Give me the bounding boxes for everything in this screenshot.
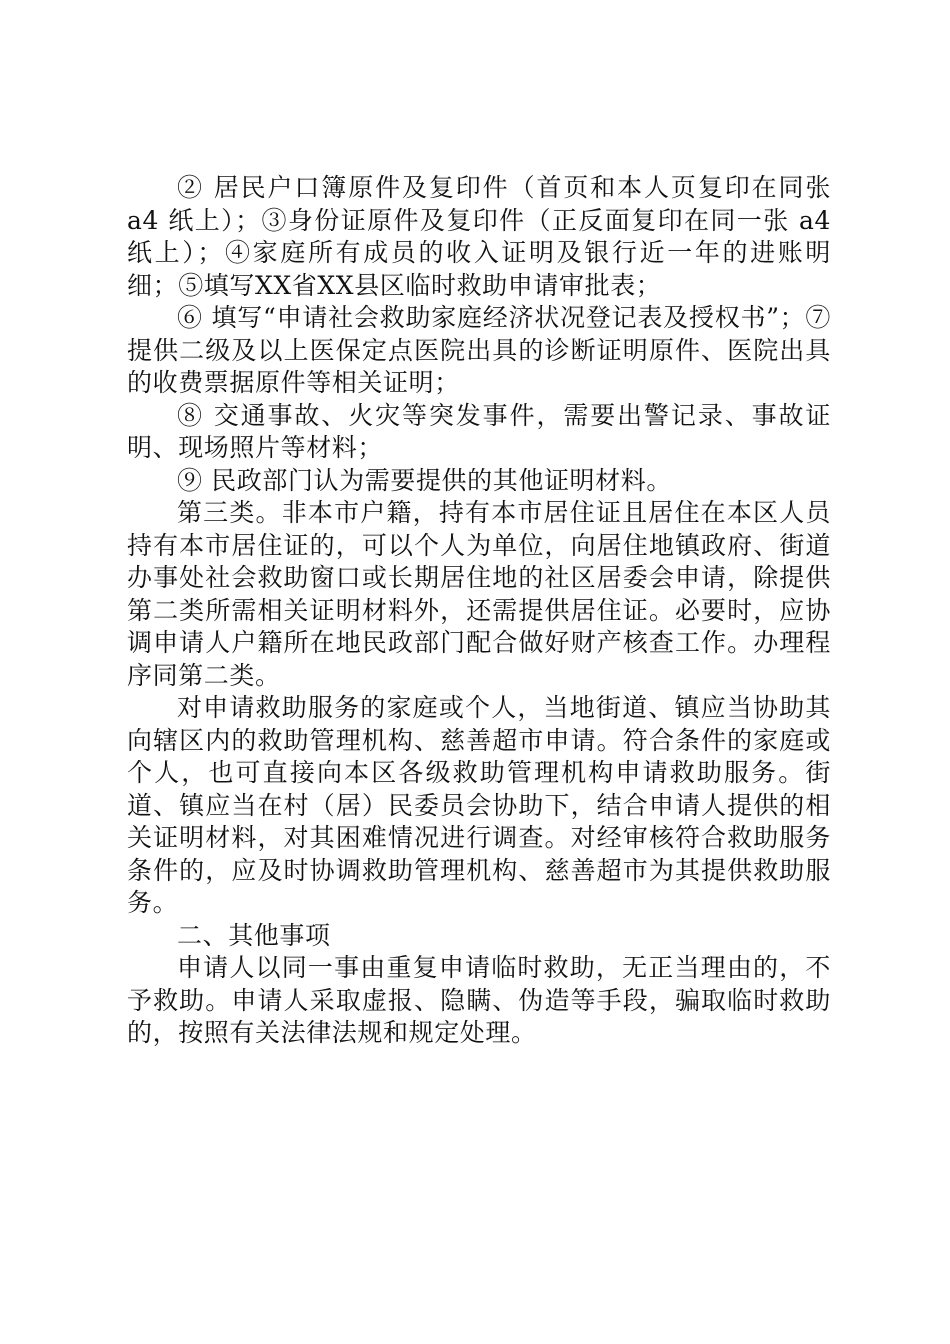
section-heading-other-matters: 二、其他事项 — [177, 920, 331, 950]
paragraph-rescue-services: 对申请救助服务的家庭或个人，当地街道、镇应当协助其向辖区内的救助管理机构、慈善超市申请。符合条件的家庭或个人，也可直接向本区各级救助管理机构申请救助服务。街道、镇应当在村（居）民委员会协助下，结合申请人提供的相关证明材料，对其困难情况进行调查。对经审核符合救助服务条件的，应及时协调救助管理机构、慈善超市为其提供救助服务。 — [127, 693, 831, 917]
paragraph-repeat-application: 申请人以同一事由重复申请临时救助，无正当理由的，不予救助。申请人采取虚报、隐瞒、伪造等手段，骗取临时救助的，按照有关法律法规和规定处理。 — [127, 953, 831, 1047]
paragraph-required-documents: ② 居民户口簿原件及复印件（首页和本人页复印在同张 a4 纸上）；③身份证原件及复印件（正反面复印在同一张 a4 纸上）；④家庭所有成员的收入证明及银行近一年的进账明细；⑤填写XX省XX县区临时救助申请审批表； — [127, 173, 831, 300]
paragraph-other-materials: ⑨ 民政部门认为需要提供的其他证明材料。 — [177, 465, 672, 495]
paragraph-emergency-materials: ⑧ 交通事故、火灾等突发事件，需要出警记录、事故证明、现场照片等材料； — [127, 400, 831, 462]
document-body — [127, 172, 831, 1050]
paragraph-application-forms: ⑥ 填写“申请社会救助家庭经济状况登记表及授权书”；⑦提供二级及以上医保定点医院出具的诊断证明原件、医院出具的收费票据原件等相关证明； — [127, 303, 831, 397]
paragraph-third-category: 第三类。非本市户籍，持有本市居住证且居住在本区人员持有本市居住证的，可以个人为单位，向居住地镇政府、街道办事处社会救助窗口或长期居住地的社区居委会申请，除提供第二类所需相关证明材料外，还需提供居住证。必要时，应协调申请人户籍所在地民政部门配合做好财产核查工作。办理程序同第二类。 — [127, 498, 831, 690]
